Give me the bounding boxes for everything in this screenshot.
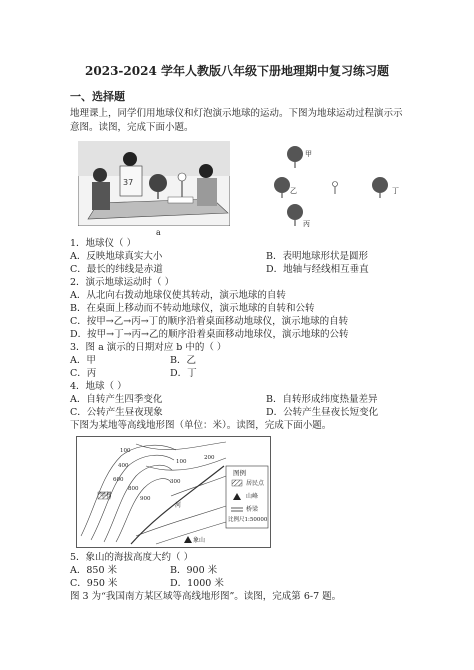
intro-line-2: 意图。读图，完成下面小题。 [70,122,194,133]
contour-label-7: 100 [176,459,187,465]
figure-a-caption: a [156,228,161,237]
village-label: 甲村 [100,492,113,499]
svg-text:37: 37 [123,178,134,187]
contour-label-3: 600 [113,477,124,483]
q5-option-b: B．900 米 [170,565,218,576]
q4-option-b: B．自转形成纬度热量差异 [266,394,378,405]
contour-label-4: 800 [128,486,139,492]
figure3-intro: 图 3 为“我国南方某区域等高线地形图”。读图，完成第 6-7 题。 [70,591,342,602]
q2-option-c: C．按甲→乙→丙→丁的顺序沿着桌面移动地球仪，演示地球的自转 [70,316,349,327]
river-label: 河 [175,502,182,509]
mountain-label: 象山 [193,537,206,544]
q1-option-d: D．地轴与经线相互垂直 [266,264,369,275]
q4-option-c: C．公转产生昼夜现象 [70,407,163,418]
q4-stem: 4．地球（ ） [70,381,127,392]
document-title: 2023-2024 学年人教版八年级下册地理期中复习练习题 [85,64,389,78]
label-ding: 丁 [392,187,399,195]
legend-scale: 比例尺1:50000 [228,517,268,523]
q5-stem: 5．象山的海拔高度大约（ ） [70,552,194,563]
legend-peak: 山峰 [246,493,259,500]
label-jia: 甲 [305,150,312,158]
contour-label-8: 200 [204,455,215,461]
map-intro: 下图为某地等高线地形图（单位：米）。读图，完成下面小题。 [70,420,332,431]
section-heading: 一、选择题 [70,90,125,103]
q3-option-a: A．甲 [70,355,96,366]
contour-label-1: 100 [120,448,131,454]
q3-option-d: D．丁 [170,368,197,379]
q4-option-a: A．自转产生四季变化 [70,394,163,405]
legend-settlement: 居民点 [246,480,265,487]
label-yi: 乙 [290,187,297,195]
q5-option-c: C．950 米 [70,578,118,589]
q2-option-a: A．从北向右拨动地球仪使其转动，演示地球的自转 [70,290,286,301]
contour-label-2: 400 [118,463,129,469]
q5-option-d: D．1000 米 [170,578,224,589]
q1-option-b: B．表明地球形状是圆形 [266,251,368,262]
legend-bridge: 桥梁 [246,506,259,513]
q5-option-a: A．850 米 [70,565,118,576]
q1-option-a: A．反映地球真实大小 [70,251,163,262]
q3-stem: 3．图 a 演示的日期对应 b 中的（ ） [70,342,227,353]
classroom-figure-a [78,141,230,226]
q3-option-c: C．丙 [70,368,97,379]
contour-label-5: 900 [140,496,151,502]
q2-option-d: D．按甲→丁→丙→乙的顺序沿着桌面移动地球仪，演示地球的公转 [70,329,349,340]
q1-option-c: C．最长的纬线是赤道 [70,264,163,275]
q2-stem: 2．演示地球运动时（ ） [70,277,175,288]
q1-stem: 1．地球仪（ ） [70,238,137,249]
q4-option-d: D．公转产生昼夜长短变化 [266,407,379,418]
legend-title: 图例 [233,469,246,477]
intro-line-1: 地理课上，同学们用地球仪和灯泡演示地球的运动。下图为地球运动过程演示示 [70,108,403,119]
q2-option-b: B．在桌面上移动而不转动地球仪，演示地球的自转和公转 [70,303,315,314]
contour-label-6: 300 [170,479,181,485]
label-bing: 丙 [303,220,310,228]
q3-option-b: B．乙 [170,355,196,366]
